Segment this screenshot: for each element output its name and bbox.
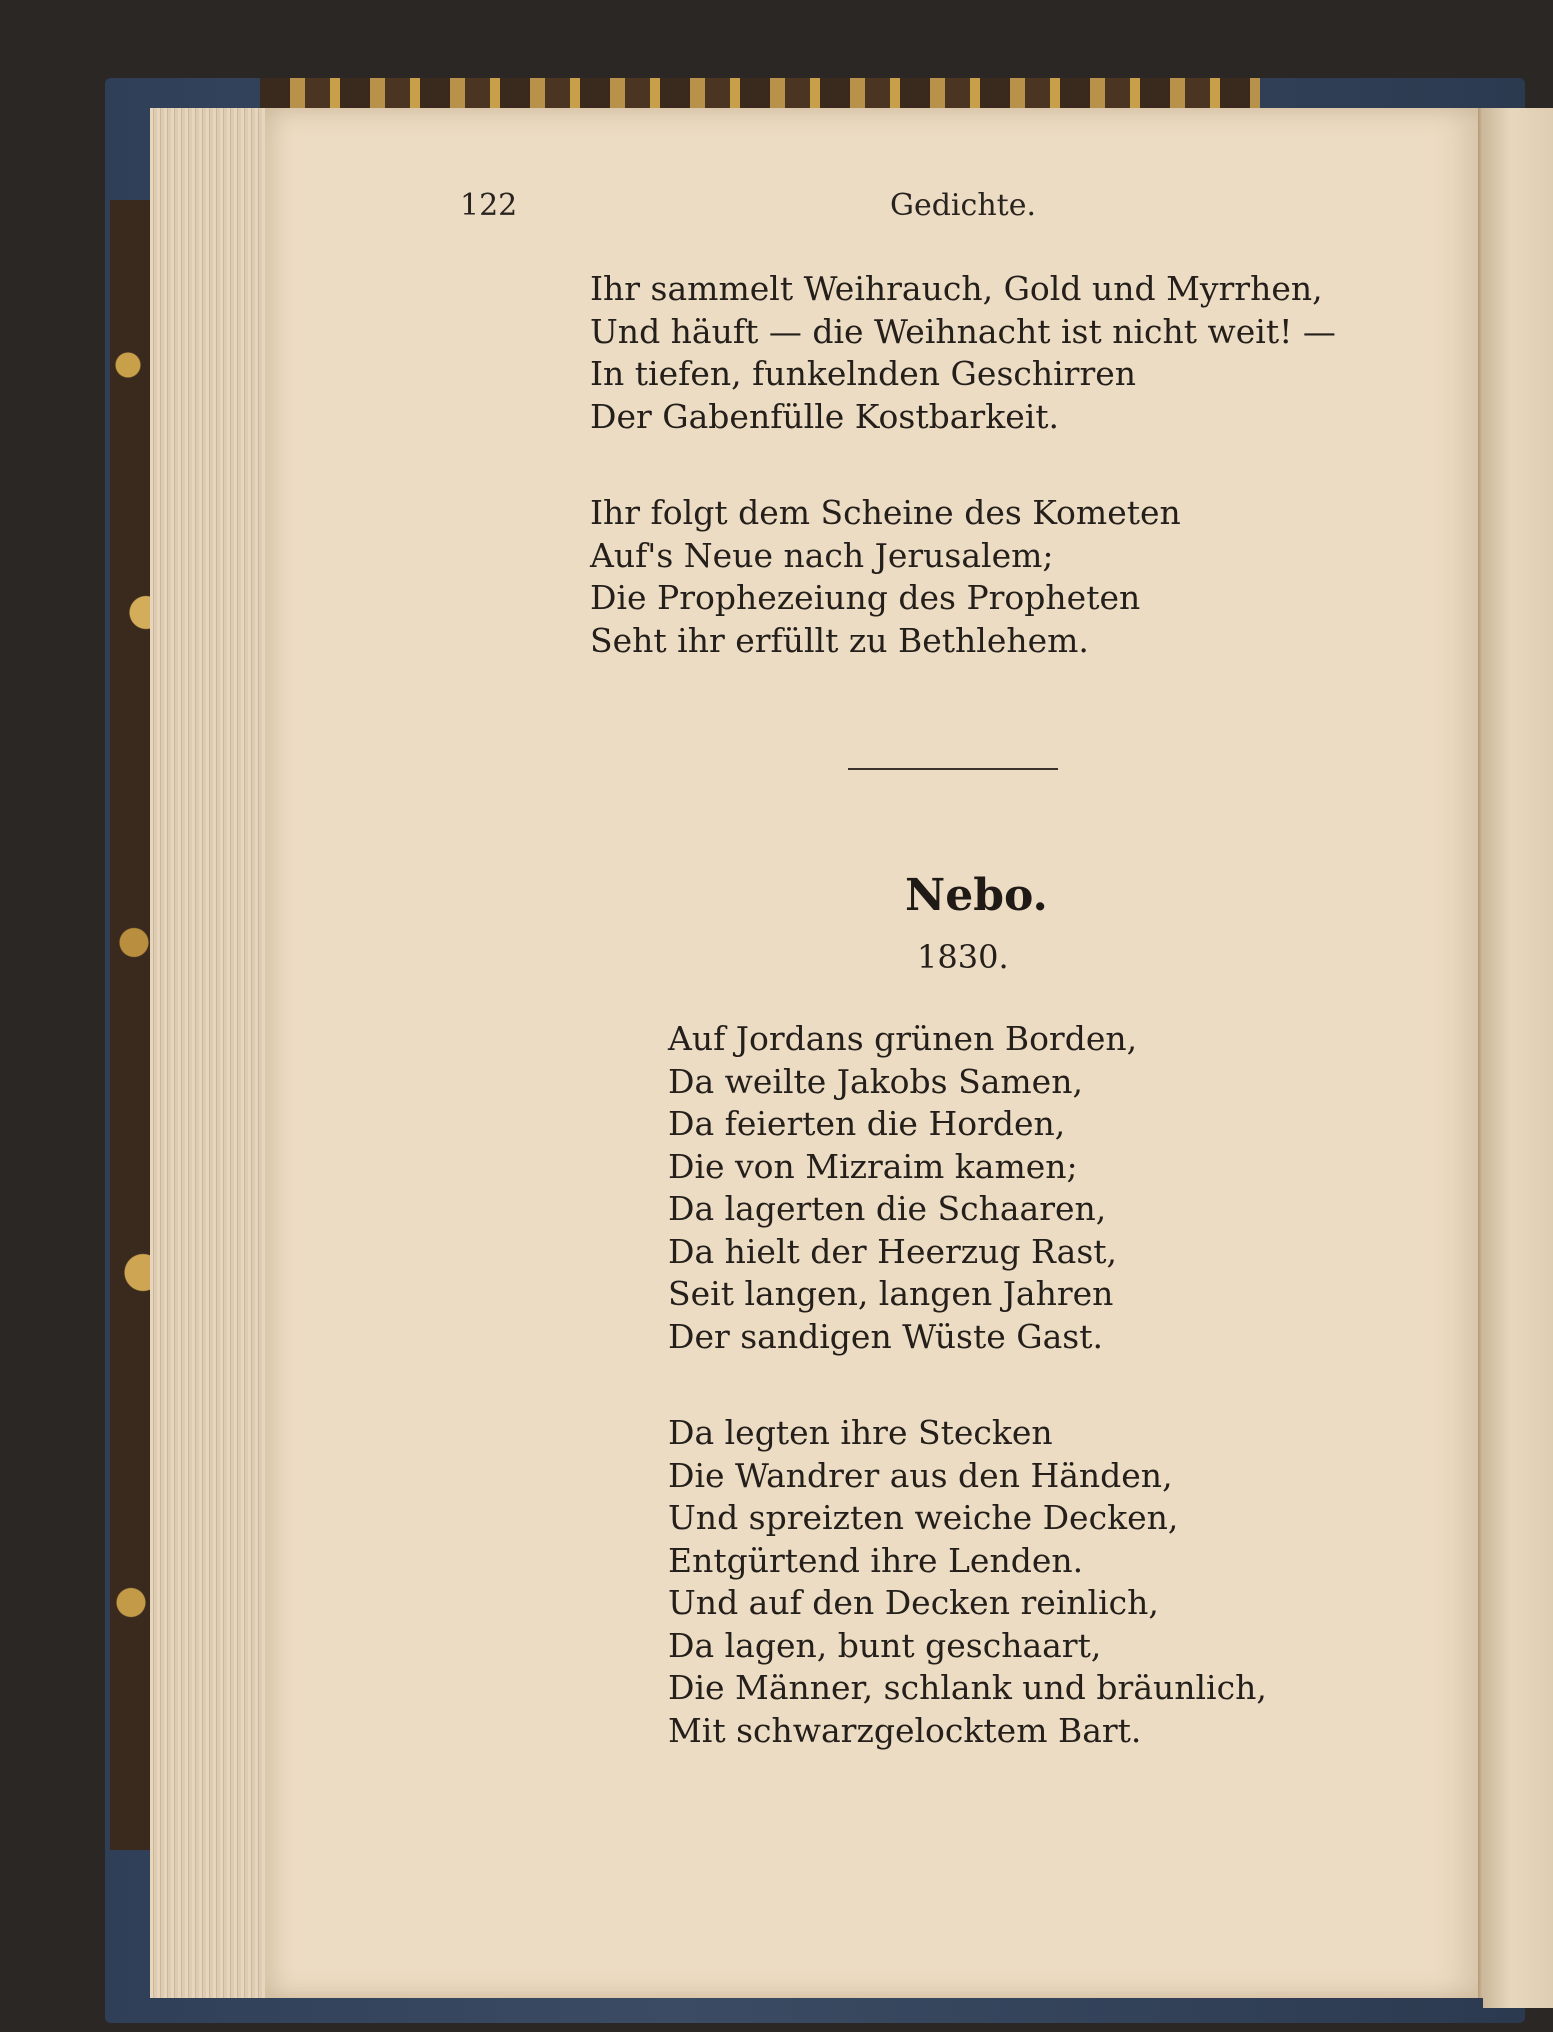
verse-line: Da feierten die Horden, (668, 1104, 1066, 1143)
previous-poem-stanza-1 (590, 268, 1336, 438)
verse-line: Entgürtend ihre Lenden. (668, 1540, 1084, 1580)
verse-line: Seit langen, langen Jahren (668, 1274, 1114, 1313)
verse-line: Da legten ihre Stecken (668, 1413, 1053, 1452)
verse-line: Und spreizten weiche Decken, (668, 1498, 1179, 1537)
verse-line: Da hielt der Heerzug Rast, (668, 1231, 1118, 1271)
verse-line: Die Prophezeiung des Propheten (590, 578, 1141, 617)
verse-line: Seht ihr erfüllt zu Bethlehem. (590, 620, 1089, 660)
poem-stanza-1 (668, 1018, 1137, 1358)
section-divider (848, 768, 1058, 770)
facing-page-edge (1483, 108, 1553, 2008)
verse-line: Da weilte Jakobs Samen, (668, 1061, 1083, 1101)
poem-stanza-2 (668, 1412, 1267, 1752)
verse-line: Auf Jordans grünen Borden, (668, 1019, 1138, 1058)
verse-line: Ihr sammelt Weihrauch, Gold und Myrrhen, (590, 269, 1323, 308)
running-title: Gedichte. (890, 188, 1036, 223)
verse-line: Die von Mizraim kamen; (668, 1146, 1078, 1186)
verse-line: Der sandigen Wüste Gast. (668, 1316, 1103, 1356)
previous-poem-stanza-2 (590, 492, 1181, 662)
page-number: 122 (460, 188, 518, 223)
verse-line: In tiefen, funkelnden Geschirren (590, 354, 1136, 393)
verse-line: Der Gabenfülle Kostbarkeit. (590, 396, 1060, 436)
verse-line: Da lagen, bunt geschaart, (668, 1625, 1102, 1665)
verse-line: Die Männer, schlank und bräunlich, (668, 1668, 1267, 1707)
poem-title: Nebo. (905, 870, 1048, 921)
verse-line: Auf's Neue nach Jerusalem; (590, 535, 1054, 575)
verse-line: Mit schwarzgelocktem Bart. (668, 1710, 1142, 1750)
verse-line: Die Wandrer aus den Händen, (668, 1455, 1173, 1495)
verse-line: Und häuft — die Weihnacht ist nicht weit! — (590, 311, 1336, 351)
verse-line: Da lagerten die Schaaren, (668, 1189, 1107, 1228)
page-edges (150, 108, 280, 1998)
poem-year: 1830. (917, 938, 1009, 976)
verse-line: Ihr folgt dem Scheine des Kometen (590, 493, 1181, 532)
verse-line: Und auf den Decken reinlich, (668, 1583, 1159, 1622)
